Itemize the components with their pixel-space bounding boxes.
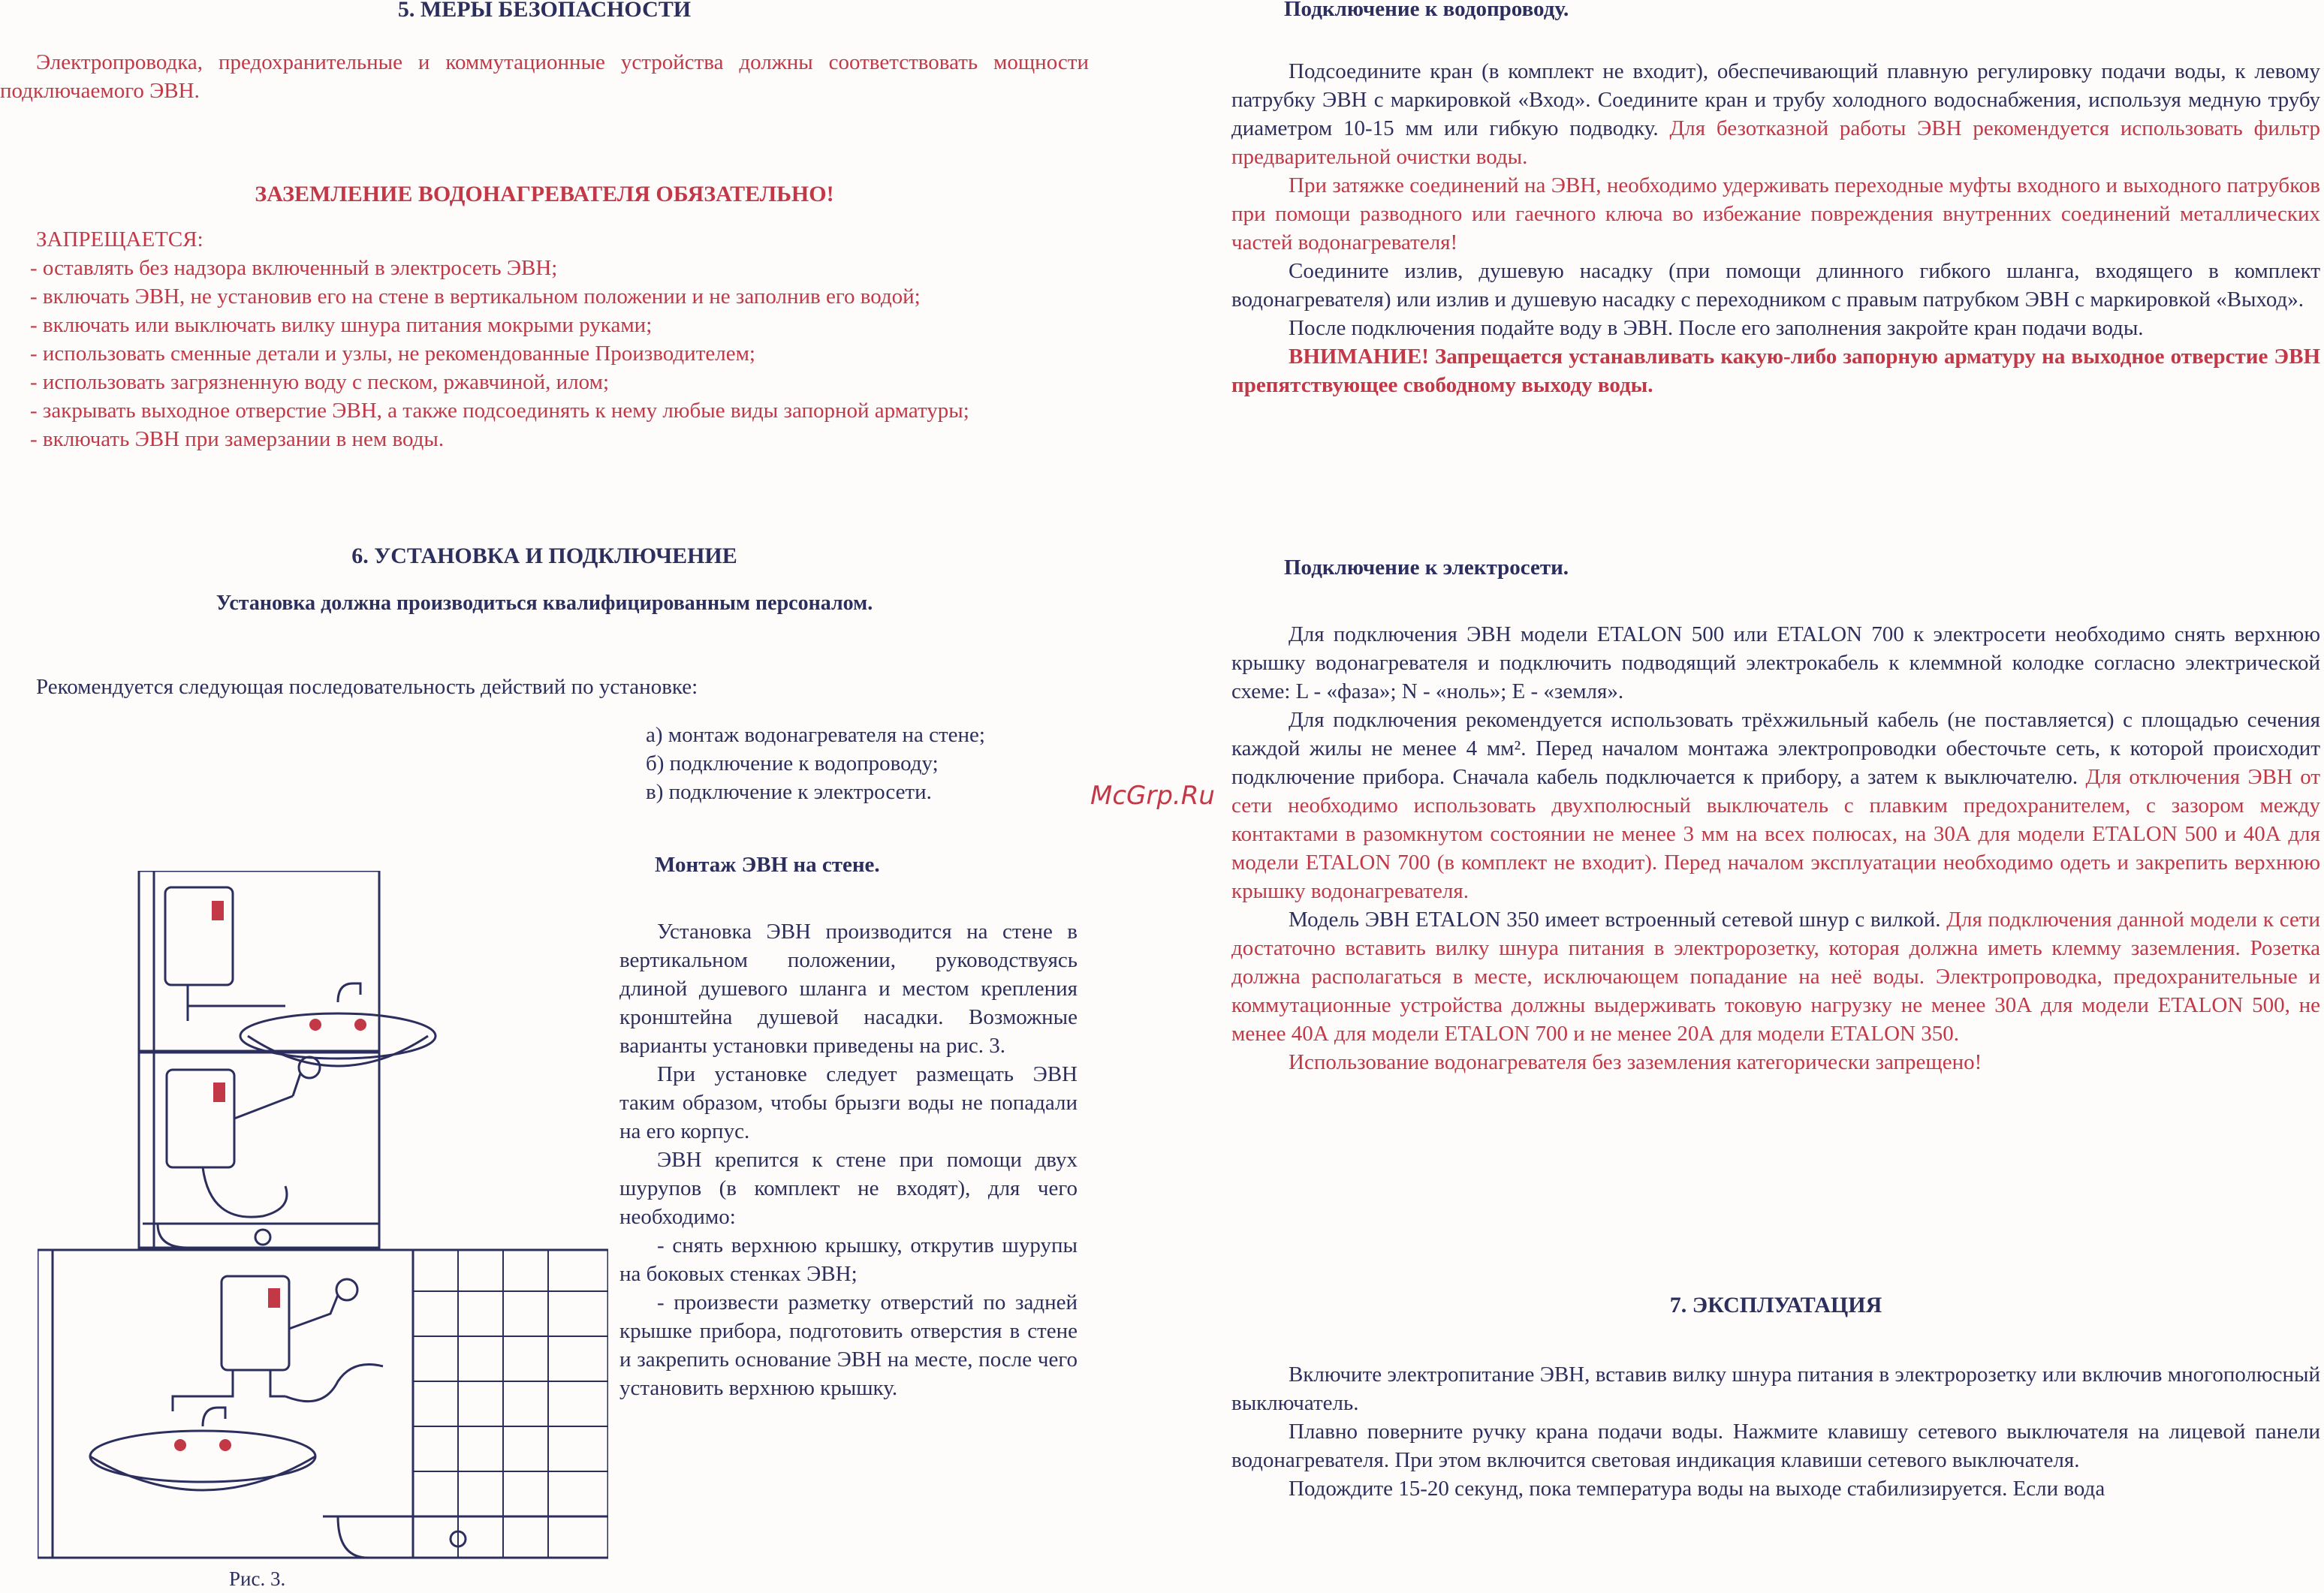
water-paragraph: При затяжке соединений на ЭВН, необходимо удерживать переходные муфты входного и выходного патрубков при помощи разводного или гаечного ключа во избежание повреждения внутренних соединений металлических частей водонагревателя! [1231, 173, 2320, 254]
forbidden-item: - включать ЭВН, не установив его на стене в вертикальном положении и не заполнив его водой; [30, 285, 921, 309]
section-6-title: 6. УСТАНОВКА И ПОДКЛЮЧЕНИЕ [351, 544, 737, 568]
figure-caption: Рис. 3. [229, 1567, 286, 1590]
panel-frame [139, 871, 379, 1051]
electric-connection-title: Подключение к электросети. [1284, 556, 1569, 580]
section-5-title: 5. МЕРЫ БЕЗОПАСНОСТИ [397, 0, 692, 22]
water-paragraph: Соедините излив, душевую насадку (при помощи длинного гибкого шланга, входящего в комплект водонагревателя) или излив и душевую насадку с переходником с правым патрубком ЭВН с маркировкой «Выход». [1231, 259, 2320, 312]
panel-frame [139, 1052, 379, 1248]
installation-figure [38, 871, 608, 1561]
panel-frame [38, 1250, 608, 1558]
forbidden-item: - включать ЭВН при замерзании в нем воды. [30, 427, 445, 451]
electric-paragraph: Использование водонагревателя без заземления категорически запрещено! [1289, 1050, 1982, 1074]
watermark-logo: McGrp.Ru [1090, 781, 1215, 811]
mount-title: Монтаж ЭВН на стене. [655, 853, 880, 877]
mount-paragraph: - произвести разметку отверстий по задней крышке прибора, подготовить отверстия в стене и закрепить основание ЭВН на месте, после чего установить верхнюю крышку. [619, 1290, 1078, 1400]
water-paragraph: После подключения подайте воду в ЭВН. После его заполнения закройте кран подачи воды. [1289, 316, 2144, 340]
forbidden-item: - закрывать выходное отверстие ЭВН, а также подсоединять к нему любые виды запорной арматуры; [30, 399, 969, 423]
install-step: в) подключение к электросети. [646, 780, 932, 804]
operation-paragraph: Подождите 15-20 секунд, пока температура воды на выходе стабилизируется. Если вода [1289, 1477, 2105, 1501]
operation-text [1231, 1360, 2320, 1503]
shower-head [299, 1057, 320, 1078]
mount-text [619, 917, 1078, 1402]
install-step: а) монтаж водонагревателя на стене; [646, 723, 985, 747]
electric-paragraph: Для подключения ЭВН модели ETALON 500 или ETALON 700 к электросети необходимо снять верхнюю крышку водонагревателя и подключить подводящий электрокабель к клеммной колодке согласно электрической схеме: L - «фаза»; N - «ноль»; E - «земля». [1231, 622, 2320, 703]
water-connection-title: Подключение к водопроводу. [1284, 0, 1569, 21]
forbidden-item: - использовать сменные детали и узлы, не рекомендованные Производителем; [30, 342, 755, 366]
mount-paragraph: При установке следует размещать ЭВН таким образом, чтобы брызги воды не попадали на его корпус. [619, 1062, 1078, 1143]
grounding-warning: ЗАЗЕМЛЕНИЕ ВОДОНАГРЕВАТЕЛЯ ОБЯЗАТЕЛЬНО! [255, 182, 834, 206]
section-7-title: 7. ЭКСПЛУАТАЦИЯ [1669, 1293, 1882, 1317]
mount-paragraph: Установка ЭВН производится на стене в вертикальном положении, руководствуясь длиной душевого шланга и местом крепления кронштейна душевой насадки. Возможные варианты установки приведены на рис. 3. [619, 920, 1078, 1058]
water-warning: ВНИМАНИЕ! Запрещается устанавливать какую-либо запорную арматуру на выходное отверстие ЭВН препятствующее свободному выходу воды. [1231, 345, 2320, 397]
operation-paragraph: Плавно поверните ручку крана подачи воды. Нажмите клавишу сетевого выключателя на лицевой панели водонагревателя. При этом включится световая индикация клавиши сетевого выключателя. [1231, 1420, 2320, 1472]
electric-paragraph: Для подключения рекомендуется использовать трёхжильный кабель (не поставляется) с площадью сечения каждой жилы не менее 4 мм². Перед началом монтажа электропроводки обесточьте сеть, к которой происходит подключение прибора. Сначала кабель подключается к прибору, а затем к выключателю. Для отключения ЭВН от сети необходимо использовать двухполюсный выключатель с плавким предохранителем, с зазором между контактами в разомкнутом состоянии не менее 3 мм на всех полюсах, на 30А для модели ETALON 500 и 40А для модели ETALON 700 (в комплект не входит). Перед началом эксплуатации необходимо одеть и закрепить верхнюю крышку водонагревателя. [1231, 708, 2321, 903]
install-steps [646, 721, 1096, 806]
water-connection-text [1231, 57, 2320, 399]
section-6-intro: Рекомендуется следующая последовательность действий по установке: [36, 675, 698, 699]
operation-paragraph: Включите электропитание ЭВН, вставив вилку шнура питания в электророзетку или включив многополюсный выключатель. [1231, 1363, 2320, 1415]
electric-paragraph: Модель ЭВН ETALON 350 имеет встроенный сетевой шнур с вилкой. Для подключения данной модели к сети достаточно вставить вилку шнура питания в электророзетку, которая должна иметь клемму заземления. Розетка должна располагаться в месте, исключающем попадание на неё воды. Электропроводка, предохранительные и коммутационные устройства должны выдерживать токовую нагрузку не менее 30А для модели ETALON 500, не менее 40А для модели ETALON 700 и не менее 20А для модели ETALON 350. [1231, 908, 2321, 1046]
section-5-paragraph: Электропроводка, предохранительные и коммутационные устройства должны соответствовать мощности подключаемого ЭВН. [0, 50, 1089, 103]
forbidden-label: ЗАПРЕЩАЕТСЯ: [36, 227, 203, 251]
water-paragraph: Подсоедините кран (в комплект не входит), обеспечивающий плавную регулировку подачи воды, к левому патрубку ЭВН с маркировкой «Вход». Соедините кран и трубу холодного водоснабжения, используя медную трубу диаметром 10-15 мм или гибкую подводку. Для безотказной работы ЭВН рекомендуется использовать фильтр предварительной очистки воды. [1231, 59, 2321, 169]
forbidden-item: - использовать загрязненную воду с песком, ржавчиной, илом; [30, 370, 610, 394]
forbidden-list [0, 254, 1074, 453]
shower-head [336, 1279, 357, 1300]
forbidden-item: - включать или выключать вилку шнура питания мокрыми руками; [30, 313, 653, 337]
forbidden-item: - оставлять без надзора включенный в электросеть ЭВН; [30, 256, 558, 280]
section-6-subtitle: Установка должна производиться квалифицированным персоналом. [216, 592, 873, 615]
mount-paragraph: - снять верхнюю крышку, открутив шурупы на боковых стенках ЭВН; [619, 1233, 1078, 1286]
electric-connection-text [1231, 620, 2320, 1077]
install-step: б) подключение к водопроводу; [646, 751, 939, 775]
mount-paragraph: ЭВН крепится к стене при помощи двух шурупов (в комплект не входят), для чего необходимо: [619, 1148, 1078, 1229]
